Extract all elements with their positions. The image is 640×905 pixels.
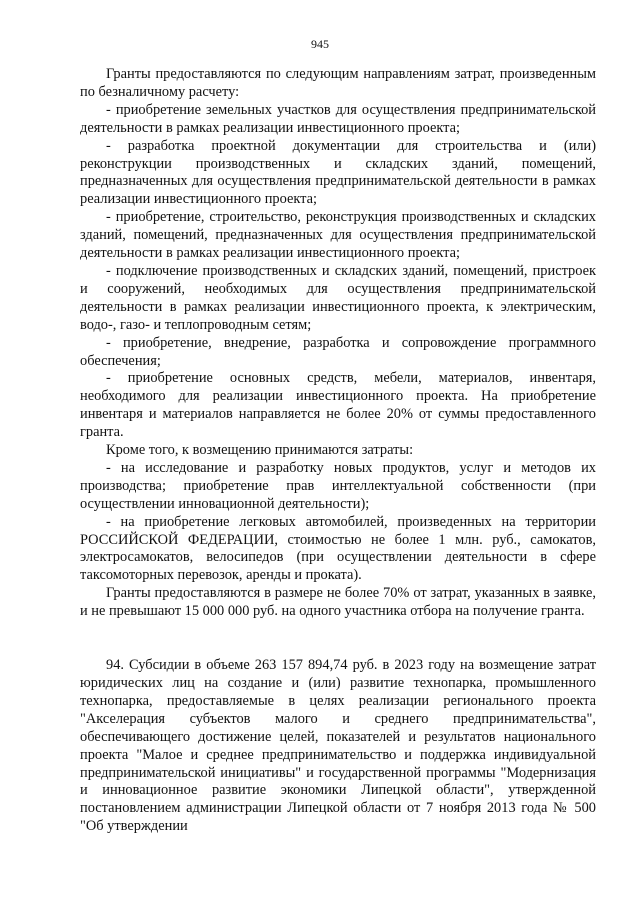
paragraph-vehicles: - на приобретение легковых автомобилей, произведенных на территории РОССИЙСКОЙ ФЕДЕРАЦИИ, стоимостью не более 1 млн. руб., самокатов, электросамокатов, велосипедов (при осуществлении деятельности в сфере таксомоторных перевозок, аренды и проката). [80,513,596,584]
paragraph-research: - на исследование и разработку новых продуктов, услуг и методов их производства; приобретение прав интеллектуальной собственности (при осуществлении инновационной деятельности); [80,459,596,512]
paragraph-construction: - приобретение, строительство, реконструкция производственных и складских зданий, помещений, предназначенных для осуществления предпринимательской деятельности в рамках реализации инвестиционного проекта; [80,209,596,262]
paragraph-design-documentation: - разработка проектной документации для строительства и (или) реконструкции производственных и складских зданий, помещений, предназначенных для осуществления предпринимательской деятельности в рамках реализации инвестиционного проекта; [80,137,596,208]
paragraph-grant-limit: Гранты предоставляются в размере не более 70% от затрат, указанных в заявке, и не превышают 15 000 000 руб. на одного участника отбора на получение гранта. [80,585,596,620]
paragraph-fixed-assets: - приобретение основных средств, мебели, материалов, инвентаря, необходимого для реализации инвестиционного проекта. На приобретение инвентаря и материалов направляется не более 20% от суммы предоставленного гранта. [80,370,596,441]
paragraph-land-purchase: - приобретение земельных участков для осуществления предпринимательской деятельности в рамках реализации инвестиционного проекта; [80,101,596,136]
document-body [80,66,596,836]
section-gap [80,621,596,657]
paragraph-additional-costs: Кроме того, к возмещению принимаются затраты: [106,442,414,459]
page-number: 945 [311,37,329,51]
paragraph-grants-directions: Гранты предоставляются по следующим направлениям затрат, произведенным по безналичному расчету: [80,66,596,100]
paragraph-software: - приобретение, внедрение, разработка и сопровождение программного обеспечения; [80,334,596,369]
paragraph-item-94: 94. Субсидии в объеме 263 157 894,74 руб. в 2023 году на возмещение затрат юридических лиц на создание и (или) развитие технопарка, промышленного технопарка, предоставляемые в целях реализации регионального проекта "Акселерация субъектов малого и среднего предпринимательства", обеспечивающего достижение целей, показателей и результатов национального проекта "Малое и среднее предпринимательство и поддержка индивидуальной предпринимательской инициативы" и государственной программы "Модернизация и инновационное развитие экономики Липецкой области", утвержденной постановлением администрации Липецкой области от 7 ноября 2013 года № 500 "Об утверждении [80,657,596,835]
paragraph-utility-connection: - подключение производственных и складских зданий, помещений, пристроек и сооружений, необходимых для осуществления предпринимательской деятельности в рамках реализации инвестиционного проекта, к электрическим, водо-, газо- и теплопроводным сетям; [80,262,596,333]
